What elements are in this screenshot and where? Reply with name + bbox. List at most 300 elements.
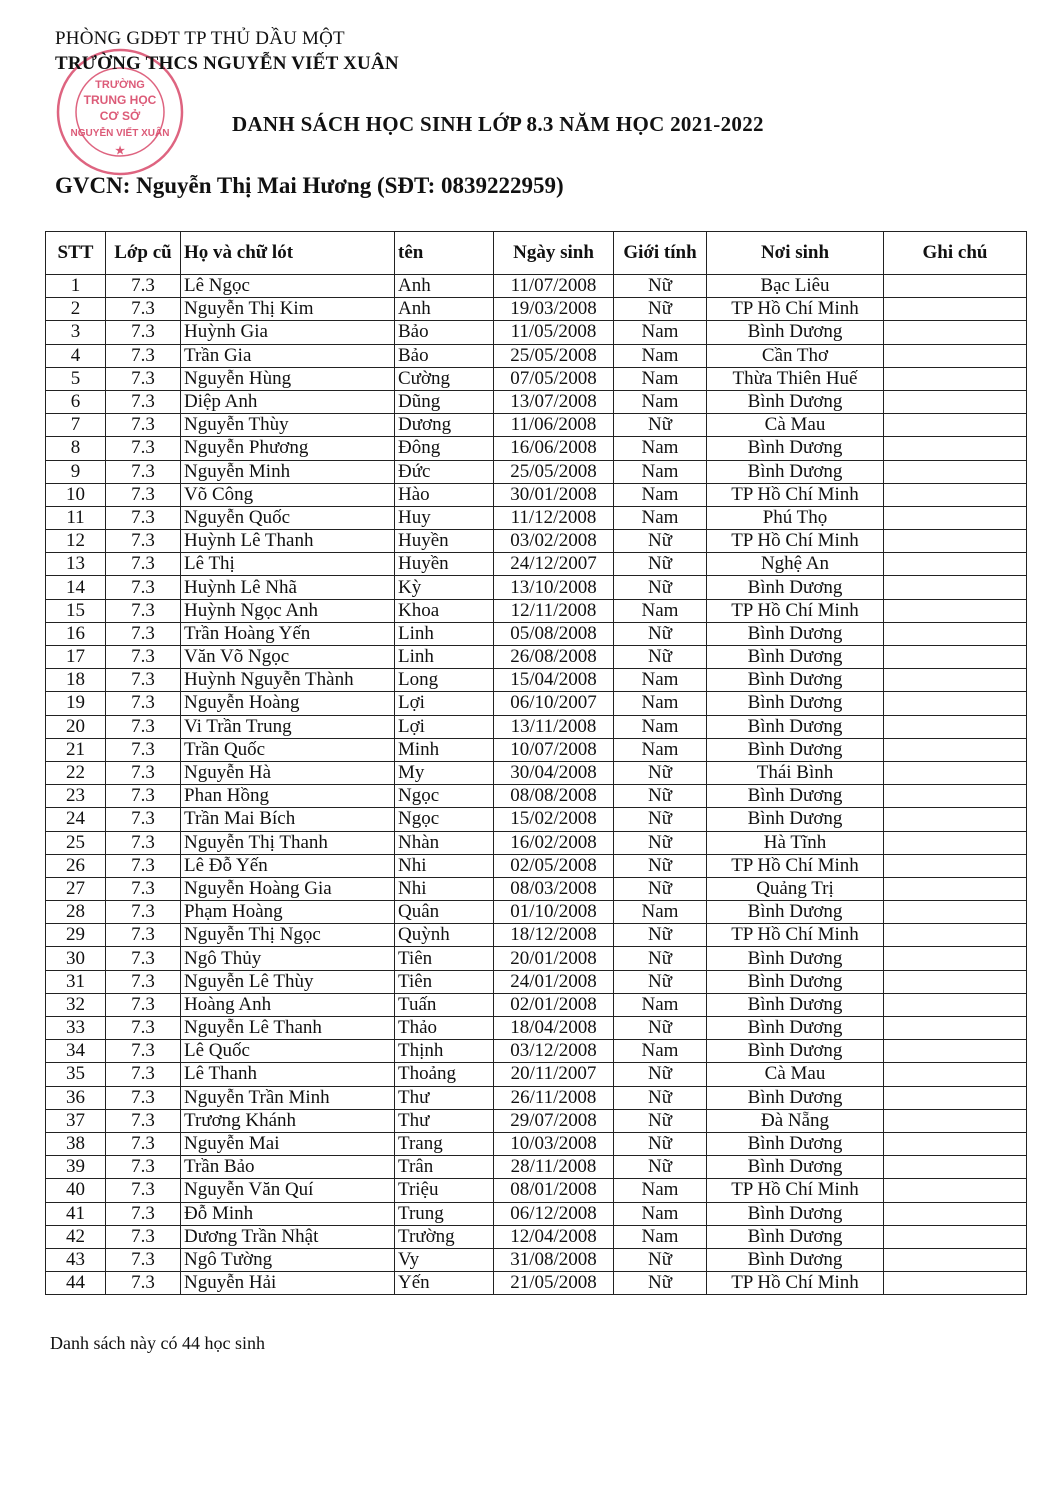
table-row — [46, 738, 1027, 761]
cell-stt: 31 — [46, 970, 106, 993]
cell-birth-date: 28/11/2008 — [494, 1156, 614, 1179]
cell-birth-date: 12/11/2008 — [494, 599, 614, 622]
cell-notes — [884, 599, 1027, 622]
cell-birth-date: 18/12/2008 — [494, 924, 614, 947]
svg-text:CƠ SỞ: CƠ SỞ — [99, 109, 141, 123]
cell-stt: 10 — [46, 483, 106, 506]
cell-gender: Nam — [614, 599, 707, 622]
cell-family-name: Nguyễn Thị Kim — [181, 298, 395, 321]
cell-stt: 33 — [46, 1017, 106, 1040]
cell-old-class: 7.3 — [106, 692, 181, 715]
cell-gender: Nữ — [614, 414, 707, 437]
table-row — [46, 321, 1027, 344]
page-title: DANH SÁCH HỌC SINH LỚP 8.3 NĂM HỌC 2021-2022 — [232, 112, 764, 136]
cell-gender: Nam — [614, 390, 707, 413]
cell-stt: 36 — [46, 1086, 106, 1109]
table-row — [46, 785, 1027, 808]
cell-birth-place: Bình Dương — [707, 460, 884, 483]
cell-birth-date: 26/11/2008 — [494, 1086, 614, 1109]
table-row — [46, 506, 1027, 529]
cell-notes — [884, 715, 1027, 738]
cell-birth-place: Bình Dương — [707, 1248, 884, 1271]
student-table — [45, 231, 1027, 1295]
cell-birth-date: 11/06/2008 — [494, 414, 614, 437]
cell-family-name: Nguyễn Hùng — [181, 367, 395, 390]
cell-old-class: 7.3 — [106, 1109, 181, 1132]
cell-old-class: 7.3 — [106, 506, 181, 529]
cell-notes — [884, 1179, 1027, 1202]
cell-gender: Nữ — [614, 1063, 707, 1086]
cell-old-class: 7.3 — [106, 947, 181, 970]
col-birth-place: Nơi sinh — [707, 232, 884, 275]
table-row — [46, 924, 1027, 947]
cell-gender: Nữ — [614, 1132, 707, 1155]
cell-notes — [884, 298, 1027, 321]
cell-family-name: Nguyễn Hải — [181, 1272, 395, 1295]
cell-notes — [884, 1063, 1027, 1086]
cell-stt: 28 — [46, 901, 106, 924]
cell-family-name: Phan Hồng — [181, 785, 395, 808]
table-row — [46, 483, 1027, 506]
cell-stt: 15 — [46, 599, 106, 622]
cell-gender: Nữ — [614, 275, 707, 298]
cell-old-class: 7.3 — [106, 1272, 181, 1295]
cell-notes — [884, 1248, 1027, 1271]
cell-family-name: Lê Quốc — [181, 1040, 395, 1063]
cell-notes — [884, 1272, 1027, 1295]
cell-birth-place: Cà Mau — [707, 1063, 884, 1086]
table-row — [46, 1225, 1027, 1248]
cell-gender: Nữ — [614, 877, 707, 900]
cell-old-class: 7.3 — [106, 275, 181, 298]
cell-birth-date: 11/05/2008 — [494, 321, 614, 344]
cell-old-class: 7.3 — [106, 854, 181, 877]
cell-birth-date: 13/10/2008 — [494, 576, 614, 599]
cell-family-name: Ngô Thủy — [181, 947, 395, 970]
cell-given-name: Linh — [395, 622, 494, 645]
cell-notes — [884, 506, 1027, 529]
cell-stt: 14 — [46, 576, 106, 599]
cell-gender: Nam — [614, 1179, 707, 1202]
cell-notes — [884, 1225, 1027, 1248]
cell-old-class: 7.3 — [106, 738, 181, 761]
cell-family-name: Lê Thị — [181, 553, 395, 576]
cell-birth-place: Quảng Trị — [707, 877, 884, 900]
cell-old-class: 7.3 — [106, 483, 181, 506]
cell-birth-date: 24/01/2008 — [494, 970, 614, 993]
cell-stt: 23 — [46, 785, 106, 808]
cell-birth-date: 31/08/2008 — [494, 1248, 614, 1271]
cell-birth-place: TP Hồ Chí Minh — [707, 483, 884, 506]
cell-old-class: 7.3 — [106, 390, 181, 413]
cell-birth-date: 06/12/2008 — [494, 1202, 614, 1225]
cell-family-name: Lê Đỗ Yến — [181, 854, 395, 877]
cell-old-class: 7.3 — [106, 785, 181, 808]
cell-given-name: Minh — [395, 738, 494, 761]
cell-stt: 19 — [46, 692, 106, 715]
cell-birth-place: Bình Dương — [707, 993, 884, 1016]
cell-birth-date: 21/05/2008 — [494, 1272, 614, 1295]
cell-notes — [884, 1156, 1027, 1179]
cell-notes — [884, 414, 1027, 437]
cell-family-name: Nguyễn Trần Minh — [181, 1086, 395, 1109]
col-birth-date: Ngày sinh — [494, 232, 614, 275]
cell-gender: Nữ — [614, 970, 707, 993]
cell-old-class: 7.3 — [106, 576, 181, 599]
cell-stt: 12 — [46, 530, 106, 553]
cell-notes — [884, 970, 1027, 993]
cell-given-name: Quân — [395, 901, 494, 924]
cell-birth-date: 25/05/2008 — [494, 460, 614, 483]
cell-given-name: Thoảng — [395, 1063, 494, 1086]
cell-birth-date: 15/04/2008 — [494, 669, 614, 692]
department-name: PHÒNG GDĐT TP THỦ DẦU MỘT — [55, 28, 345, 49]
cell-gender: Nam — [614, 437, 707, 460]
table-row — [46, 530, 1027, 553]
cell-old-class: 7.3 — [106, 761, 181, 784]
col-stt: STT — [46, 232, 106, 275]
cell-birth-place: Bình Dương — [707, 970, 884, 993]
cell-family-name: Nguyễn Lê Thùy — [181, 970, 395, 993]
cell-family-name: Trần Bảo — [181, 1156, 395, 1179]
cell-birth-place: Bình Dương — [707, 622, 884, 645]
cell-gender: Nữ — [614, 1017, 707, 1040]
table-row — [46, 553, 1027, 576]
cell-family-name: Lê Ngọc — [181, 275, 395, 298]
table-row — [46, 1040, 1027, 1063]
cell-birth-place: Hà Tĩnh — [707, 831, 884, 854]
cell-birth-place: TP Hồ Chí Minh — [707, 924, 884, 947]
table-row — [46, 715, 1027, 738]
cell-stt: 39 — [46, 1156, 106, 1179]
cell-birth-place: Bình Dương — [707, 321, 884, 344]
cell-birth-place: Bình Dương — [707, 669, 884, 692]
cell-gender: Nữ — [614, 785, 707, 808]
cell-given-name: Khoa — [395, 599, 494, 622]
cell-old-class: 7.3 — [106, 1086, 181, 1109]
cell-family-name: Văn Võ Ngọc — [181, 646, 395, 669]
cell-notes — [884, 1086, 1027, 1109]
cell-birth-date: 07/05/2008 — [494, 367, 614, 390]
cell-gender: Nam — [614, 483, 707, 506]
cell-birth-place: Đà Nẵng — [707, 1109, 884, 1132]
cell-old-class: 7.3 — [106, 1202, 181, 1225]
cell-birth-date: 13/07/2008 — [494, 390, 614, 413]
cell-old-class: 7.3 — [106, 924, 181, 947]
cell-family-name: Dương Trần Nhật — [181, 1225, 395, 1248]
cell-gender: Nam — [614, 738, 707, 761]
cell-birth-date: 10/07/2008 — [494, 738, 614, 761]
cell-gender: Nữ — [614, 831, 707, 854]
table-row — [46, 970, 1027, 993]
cell-notes — [884, 831, 1027, 854]
cell-birth-date: 13/11/2008 — [494, 715, 614, 738]
cell-stt: 4 — [46, 344, 106, 367]
cell-birth-place: TP Hồ Chí Minh — [707, 530, 884, 553]
cell-family-name: Nguyễn Minh — [181, 460, 395, 483]
cell-birth-date: 29/07/2008 — [494, 1109, 614, 1132]
cell-stt: 40 — [46, 1179, 106, 1202]
cell-stt: 35 — [46, 1063, 106, 1086]
cell-stt: 25 — [46, 831, 106, 854]
cell-old-class: 7.3 — [106, 599, 181, 622]
cell-given-name: Dũng — [395, 390, 494, 413]
cell-given-name: Nhi — [395, 877, 494, 900]
cell-notes — [884, 576, 1027, 599]
cell-notes — [884, 1132, 1027, 1155]
cell-old-class: 7.3 — [106, 831, 181, 854]
cell-birth-place: Bình Dương — [707, 390, 884, 413]
cell-birth-place: Bình Dương — [707, 808, 884, 831]
table-row — [46, 1086, 1027, 1109]
cell-old-class: 7.3 — [106, 1179, 181, 1202]
cell-birth-place: TP Hồ Chí Minh — [707, 599, 884, 622]
cell-given-name: Ngọc — [395, 808, 494, 831]
cell-birth-date: 06/10/2007 — [494, 692, 614, 715]
cell-family-name: Huỳnh Gia — [181, 321, 395, 344]
cell-birth-date: 05/08/2008 — [494, 622, 614, 645]
cell-gender: Nữ — [614, 1156, 707, 1179]
cell-stt: 30 — [46, 947, 106, 970]
cell-notes — [884, 646, 1027, 669]
table-row — [46, 1109, 1027, 1132]
table-row — [46, 854, 1027, 877]
cell-given-name: Trung — [395, 1202, 494, 1225]
table-row — [46, 367, 1027, 390]
cell-birth-date: 10/03/2008 — [494, 1132, 614, 1155]
cell-gender: Nam — [614, 901, 707, 924]
cell-gender: Nam — [614, 1202, 707, 1225]
cell-given-name: My — [395, 761, 494, 784]
cell-birth-place: Bình Dương — [707, 437, 884, 460]
cell-gender: Nữ — [614, 530, 707, 553]
cell-old-class: 7.3 — [106, 553, 181, 576]
cell-birth-place: Bình Dương — [707, 785, 884, 808]
cell-stt: 24 — [46, 808, 106, 831]
cell-birth-place: Bình Dương — [707, 1017, 884, 1040]
cell-birth-date: 25/05/2008 — [494, 344, 614, 367]
cell-notes — [884, 367, 1027, 390]
svg-text:NGUYỄN VIẾT XUÂN: NGUYỄN VIẾT XUÂN — [70, 128, 170, 139]
cell-family-name: Trương Khánh — [181, 1109, 395, 1132]
cell-notes — [884, 993, 1027, 1016]
cell-birth-place: Cần Thơ — [707, 344, 884, 367]
cell-family-name: Nguyễn Lê Thanh — [181, 1017, 395, 1040]
cell-gender: Nữ — [614, 646, 707, 669]
cell-old-class: 7.3 — [106, 1040, 181, 1063]
table-row — [46, 1156, 1027, 1179]
cell-notes — [884, 947, 1027, 970]
cell-family-name: Nguyễn Hoàng — [181, 692, 395, 715]
cell-given-name: Tuấn — [395, 993, 494, 1016]
cell-family-name: Nguyễn Hà — [181, 761, 395, 784]
cell-birth-date: 16/02/2008 — [494, 831, 614, 854]
cell-family-name: Nguyễn Phương — [181, 437, 395, 460]
cell-notes — [884, 437, 1027, 460]
cell-family-name: Huỳnh Ngọc Anh — [181, 599, 395, 622]
cell-stt: 16 — [46, 622, 106, 645]
table-row — [46, 901, 1027, 924]
cell-given-name: Huyền — [395, 553, 494, 576]
cell-old-class: 7.3 — [106, 970, 181, 993]
cell-given-name: Đông — [395, 437, 494, 460]
cell-stt: 32 — [46, 993, 106, 1016]
cell-notes — [884, 390, 1027, 413]
cell-old-class: 7.3 — [106, 344, 181, 367]
cell-family-name: Nguyễn Quốc — [181, 506, 395, 529]
cell-given-name: Nhàn — [395, 831, 494, 854]
cell-birth-date: 26/08/2008 — [494, 646, 614, 669]
cell-gender: Nam — [614, 1040, 707, 1063]
cell-given-name: Thư — [395, 1109, 494, 1132]
cell-notes — [884, 669, 1027, 692]
cell-birth-date: 30/01/2008 — [494, 483, 614, 506]
table-row — [46, 275, 1027, 298]
cell-given-name: Thảo — [395, 1017, 494, 1040]
table-row — [46, 390, 1027, 413]
cell-stt: 26 — [46, 854, 106, 877]
cell-gender: Nữ — [614, 576, 707, 599]
cell-gender: Nữ — [614, 622, 707, 645]
cell-notes — [884, 761, 1027, 784]
cell-old-class: 7.3 — [106, 321, 181, 344]
cell-stt: 43 — [46, 1248, 106, 1271]
cell-stt: 42 — [46, 1225, 106, 1248]
table-row — [46, 298, 1027, 321]
cell-given-name: Hào — [395, 483, 494, 506]
cell-gender: Nam — [614, 692, 707, 715]
cell-stt: 8 — [46, 437, 106, 460]
cell-given-name: Ngọc — [395, 785, 494, 808]
cell-stt: 11 — [46, 506, 106, 529]
cell-stt: 13 — [46, 553, 106, 576]
cell-notes — [884, 483, 1027, 506]
table-row — [46, 1063, 1027, 1086]
cell-given-name: Anh — [395, 275, 494, 298]
cell-birth-date: 02/01/2008 — [494, 993, 614, 1016]
cell-stt: 2 — [46, 298, 106, 321]
cell-birth-place: Cà Mau — [707, 414, 884, 437]
cell-given-name: Huy — [395, 506, 494, 529]
cell-gender: Nam — [614, 715, 707, 738]
cell-given-name: Triệu — [395, 1179, 494, 1202]
table-row — [46, 344, 1027, 367]
cell-birth-place: Bình Dương — [707, 1225, 884, 1248]
cell-family-name: Ngô Tường — [181, 1248, 395, 1271]
cell-stt: 37 — [46, 1109, 106, 1132]
cell-birth-place: Bình Dương — [707, 1086, 884, 1109]
cell-birth-date: 30/04/2008 — [494, 761, 614, 784]
table-row — [46, 761, 1027, 784]
cell-family-name: Nguyễn Văn Quí — [181, 1179, 395, 1202]
cell-birth-place: Nghệ An — [707, 553, 884, 576]
homeroom-teacher: GVCN: Nguyễn Thị Mai Hương (SĐT: 0839222959) — [55, 173, 564, 198]
cell-gender: Nam — [614, 460, 707, 483]
cell-family-name: Lê Thanh — [181, 1063, 395, 1086]
cell-notes — [884, 344, 1027, 367]
cell-gender: Nam — [614, 993, 707, 1016]
school-name: TRƯỜNG THCS NGUYỄN VIẾT XUÂN — [55, 53, 399, 74]
cell-birth-place: Thừa Thiên Huế — [707, 367, 884, 390]
cell-gender: Nữ — [614, 1248, 707, 1271]
cell-notes — [884, 1202, 1027, 1225]
cell-stt: 6 — [46, 390, 106, 413]
cell-birth-place: Bình Dương — [707, 1040, 884, 1063]
cell-family-name: Nguyễn Thị Thanh — [181, 831, 395, 854]
cell-birth-date: 20/01/2008 — [494, 947, 614, 970]
cell-gender: Nam — [614, 321, 707, 344]
cell-family-name: Trần Mai Bích — [181, 808, 395, 831]
cell-old-class: 7.3 — [106, 1017, 181, 1040]
cell-old-class: 7.3 — [106, 808, 181, 831]
cell-given-name: Trường — [395, 1225, 494, 1248]
cell-given-name: Bảo — [395, 344, 494, 367]
cell-family-name: Huỳnh Lê Thanh — [181, 530, 395, 553]
table-row — [46, 1248, 1027, 1271]
cell-given-name: Linh — [395, 646, 494, 669]
cell-gender: Nữ — [614, 924, 707, 947]
svg-text:TRƯỜNG: TRƯỜNG — [95, 79, 145, 91]
cell-birth-date: 03/02/2008 — [494, 530, 614, 553]
cell-given-name: Long — [395, 669, 494, 692]
col-given-name: tên — [395, 232, 494, 275]
table-row — [46, 669, 1027, 692]
cell-birth-date: 20/11/2007 — [494, 1063, 614, 1086]
cell-birth-place: Bình Dương — [707, 1202, 884, 1225]
svg-text:★: ★ — [115, 145, 125, 157]
cell-given-name: Dương — [395, 414, 494, 437]
cell-given-name: Lợi — [395, 715, 494, 738]
cell-old-class: 7.3 — [106, 437, 181, 460]
table-row — [46, 877, 1027, 900]
cell-gender: Nữ — [614, 553, 707, 576]
table-row — [46, 437, 1027, 460]
table-row — [46, 947, 1027, 970]
cell-notes — [884, 460, 1027, 483]
table-row — [46, 993, 1027, 1016]
cell-given-name: Đức — [395, 460, 494, 483]
cell-old-class: 7.3 — [106, 1063, 181, 1086]
cell-old-class: 7.3 — [106, 1225, 181, 1248]
cell-birth-place: Bình Dương — [707, 1132, 884, 1155]
cell-birth-date: 18/04/2008 — [494, 1017, 614, 1040]
cell-given-name: Quỳnh — [395, 924, 494, 947]
cell-birth-date: 08/08/2008 — [494, 785, 614, 808]
cell-birth-place: Bình Dương — [707, 576, 884, 599]
cell-notes — [884, 275, 1027, 298]
cell-given-name: Yến — [395, 1272, 494, 1295]
cell-birth-date: 01/10/2008 — [494, 901, 614, 924]
cell-notes — [884, 622, 1027, 645]
cell-birth-place: Thái Bình — [707, 761, 884, 784]
cell-family-name: Huỳnh Lê Nhã — [181, 576, 395, 599]
cell-given-name: Tiên — [395, 970, 494, 993]
cell-old-class: 7.3 — [106, 298, 181, 321]
cell-given-name: Cường — [395, 367, 494, 390]
cell-stt: 20 — [46, 715, 106, 738]
cell-notes — [884, 854, 1027, 877]
cell-notes — [884, 692, 1027, 715]
cell-birth-date: 24/12/2007 — [494, 553, 614, 576]
cell-birth-place: Bình Dương — [707, 692, 884, 715]
cell-notes — [884, 530, 1027, 553]
cell-family-name: Đỗ Minh — [181, 1202, 395, 1225]
cell-gender: Nam — [614, 506, 707, 529]
cell-given-name: Huyền — [395, 530, 494, 553]
cell-birth-date: 19/03/2008 — [494, 298, 614, 321]
cell-given-name: Vy — [395, 1248, 494, 1271]
table-row — [46, 1179, 1027, 1202]
